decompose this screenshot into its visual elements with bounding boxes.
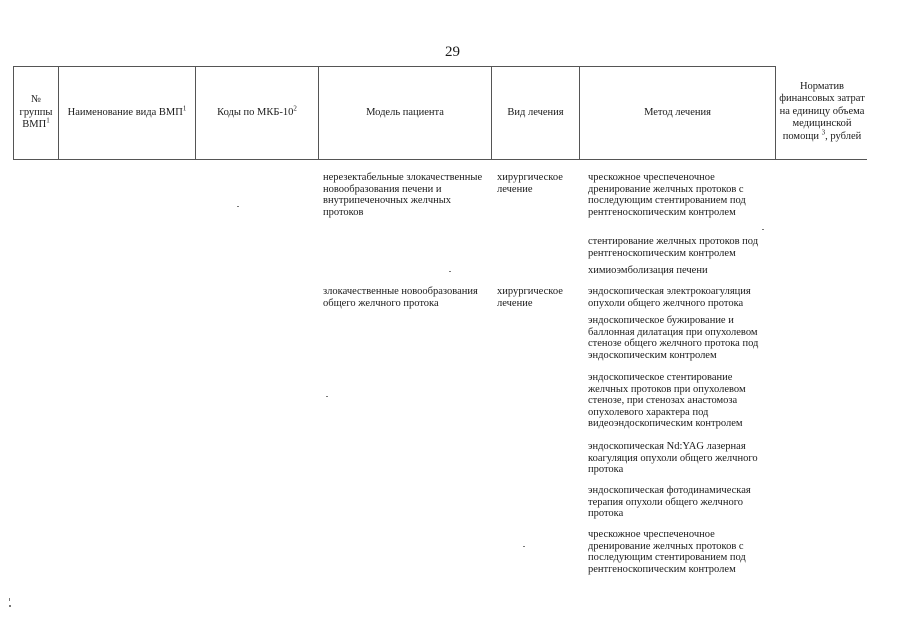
treatment-method-item: чрескожное чреспеченочное дренирование желчных протоков с последующим стентированием под рентгеноскопическим контролем — [588, 529, 746, 575]
header-top-border — [13, 66, 775, 67]
header-cost-standard-unit: , рублей — [825, 130, 862, 142]
scan-speck — [326, 396, 328, 397]
column-divider — [13, 66, 14, 160]
header-patient-model: Модель пациента — [366, 106, 444, 118]
treatment-method-item: эндоскопическое бужирование и баллонная дилатация при опухолевом стенозе общего желчного протока под эндоскопическим контролем — [588, 315, 759, 361]
treatment-method-item: эндоскопическая электрокоагуляция опухоли общего желчного протока — [588, 286, 751, 309]
treatment-method-item: эндоскопическая фотодинамическая терапия опухоли общего желчного протока — [588, 485, 751, 519]
column-divider — [58, 66, 59, 160]
header-footnote-mark: 2 — [293, 104, 297, 113]
header-bottom-border — [13, 159, 867, 160]
scan-speck — [762, 229, 764, 230]
treatment-type-cell: хирургическое лечение — [497, 286, 563, 309]
scan-speck — [9, 598, 10, 601]
treatment-type-cell: хирургическое лечение — [497, 172, 563, 195]
header-cost-standard — [777, 66, 867, 158]
column-divider — [195, 66, 196, 160]
column-divider — [775, 66, 776, 160]
scan-speck — [9, 605, 11, 607]
page-number: 29 — [445, 44, 460, 60]
column-divider — [318, 66, 319, 160]
header-cost-standard-text: Норматив финансовых затрат на единицу объема медицинской помощи — [779, 80, 865, 142]
header-group-number-text: № группы ВМП — [19, 94, 53, 131]
treatment-method-item: эндоскопическая Nd:YAG лазерная коагуляция опухоли общего желчного протока — [588, 441, 758, 475]
header-vmp-name-text: Наименование вида ВМП — [67, 106, 183, 118]
patient-model-cell: злокачественные новообразования общего желчного протока — [323, 286, 478, 309]
header-group-number — [15, 68, 57, 158]
header-icd-codes — [197, 68, 317, 158]
header-footnote-mark: 3 — [821, 128, 826, 137]
header-vmp-name — [60, 68, 194, 158]
header-icd-codes-text: Коды по МКБ-10 — [217, 106, 294, 118]
header-treatment-type: Вид лечения — [507, 106, 564, 118]
header-treatment-method: Метод лечения — [644, 106, 711, 118]
treatment-method-item: стентирование желчных протоков под рентгеноскопическим контролем — [588, 236, 759, 259]
scan-speck — [237, 206, 239, 207]
treatment-method-item: химиоэмболизация печени — [588, 265, 708, 276]
column-divider — [579, 66, 580, 160]
header-footnote-mark: 1 — [46, 116, 50, 125]
patient-model-cell: нерезектабельные злокачественные новообразования печени и внутрипеченочных желчных протоков — [323, 172, 483, 218]
table-header — [13, 66, 867, 160]
treatment-method-item: эндоскопическое стентирование желчных протоков при опухолевом стенозе, при стенозах анастомоза опухолевого характера под видеоэндоскопическим контролем — [588, 372, 746, 429]
scan-speck — [523, 546, 525, 547]
scan-speck — [449, 271, 451, 272]
column-divider — [491, 66, 492, 160]
treatment-method-item: чрескожное чреспеченочное дренирование желчных протоков с последующим стентированием под рентгеноскопическим контролем — [588, 172, 746, 218]
header-footnote-mark: 1 — [182, 104, 187, 113]
